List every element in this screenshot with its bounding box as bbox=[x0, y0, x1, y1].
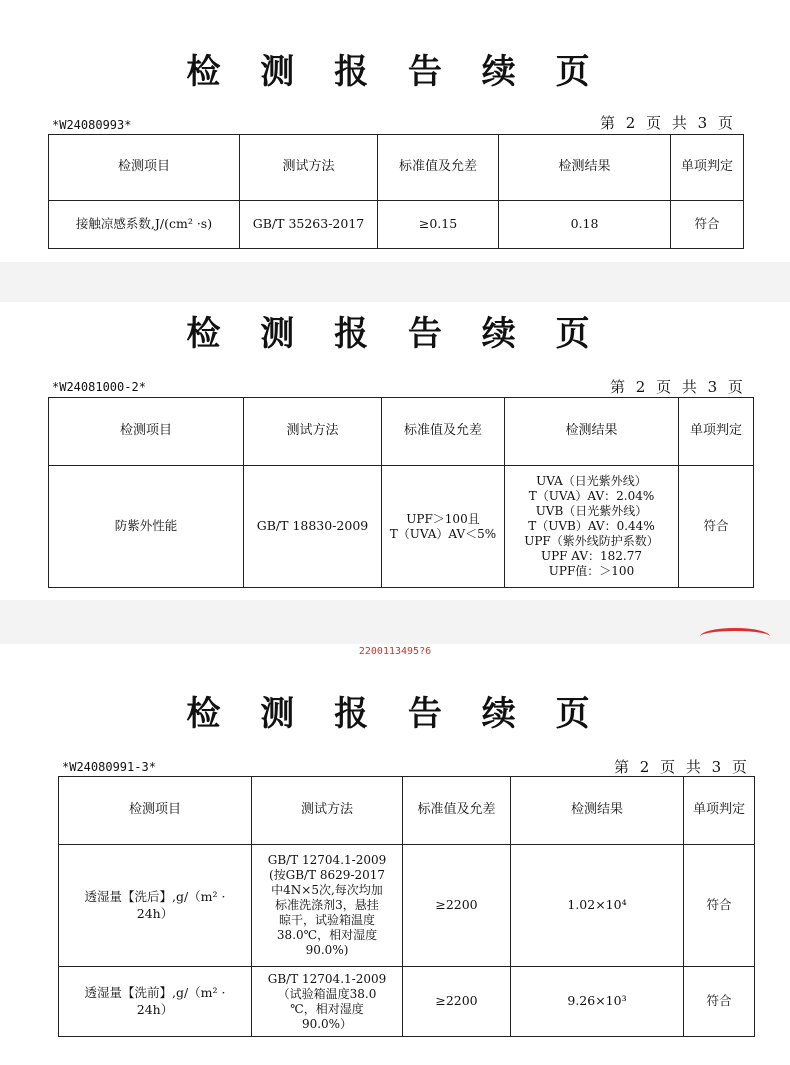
section3-report-no: *W24080991-3* bbox=[62, 760, 156, 774]
result-line: UPF AV：182.77 bbox=[540, 549, 643, 563]
header-judgement: 单项判定 bbox=[671, 135, 744, 201]
header-result: 检测结果 bbox=[511, 777, 684, 845]
header-item: 检测项目 bbox=[49, 398, 244, 466]
header-item: 检测项目 bbox=[49, 135, 240, 201]
result-line: UVB（日光紫外线） bbox=[535, 504, 648, 518]
section1-report-no: *W24080993* bbox=[52, 118, 132, 132]
header-standard: 标准值及允差 bbox=[378, 135, 499, 201]
section3-title: 检 测 报 告 续 页 bbox=[186, 694, 604, 734]
method-line: GB/T 12704.1-2009 bbox=[267, 971, 387, 986]
cell-result: 9.26×10³ bbox=[511, 967, 684, 1037]
item-line: 透湿量【洗后】,g/（m² · bbox=[84, 889, 226, 905]
cell-method bbox=[252, 967, 403, 1037]
method-line: (按GB/T 8629-2017 bbox=[268, 868, 386, 882]
cell-standard: ≥0.15 bbox=[378, 201, 499, 249]
method-line: （试验箱温度38.0 bbox=[277, 986, 377, 1001]
cell-judgement: 符合 bbox=[684, 845, 755, 967]
cell-standard: ≥2200 bbox=[403, 845, 511, 967]
section2-table bbox=[48, 397, 754, 588]
item-line: 透湿量【洗前】,g/（m² · bbox=[84, 985, 226, 1001]
section-separator bbox=[0, 600, 790, 644]
method-line: 中4N×5次,每次均加 bbox=[271, 883, 383, 897]
standard-line: T（UVA）AV＜5% bbox=[389, 526, 497, 541]
header-result: 检测结果 bbox=[505, 398, 679, 466]
item-line: 24h） bbox=[136, 905, 174, 921]
section1-page-info: 第 2 页 共 3 页 bbox=[600, 114, 736, 132]
item-line: 24h） bbox=[136, 1001, 174, 1017]
section1-table bbox=[48, 134, 744, 249]
cell-judgement: 符合 bbox=[679, 466, 754, 588]
header-standard: 标准值及允差 bbox=[382, 398, 505, 466]
cell-item: 接触凉感系数,J/(cm² ·s) bbox=[49, 201, 240, 249]
header-standard: 标准值及允差 bbox=[403, 777, 511, 845]
section3-top-code: 2200113495?6 bbox=[358, 646, 432, 657]
method-line: ℃，相对湿度 bbox=[290, 1001, 364, 1016]
section2-report-no: *W24081000-2* bbox=[52, 380, 146, 394]
result-line: UPF（紫外线防护系数） bbox=[524, 534, 659, 548]
header-method: 测试方法 bbox=[244, 398, 382, 466]
method-line: 晾干，试验箱温度 bbox=[278, 913, 375, 927]
cell-result: 0.18 bbox=[499, 201, 671, 249]
cell-method bbox=[252, 845, 403, 967]
header-result: 检测结果 bbox=[499, 135, 671, 201]
result-line: T（UVA）AV：2.04% bbox=[528, 489, 655, 503]
section3-page-info: 第 2 页 共 3 页 bbox=[614, 758, 750, 776]
section1-title: 检 测 报 告 续 页 bbox=[186, 52, 604, 92]
cell-result: 1.02×10⁴ bbox=[511, 845, 684, 967]
header-item: 检测项目 bbox=[59, 777, 252, 845]
section3-table bbox=[58, 776, 755, 1037]
header-method: 测试方法 bbox=[252, 777, 403, 845]
section2-title: 检 测 报 告 续 页 bbox=[186, 314, 604, 354]
table-row bbox=[49, 201, 744, 249]
method-line: GB/T 12704.1-2009 bbox=[267, 853, 387, 867]
result-line: T（UVB）AV：0.44% bbox=[528, 519, 655, 533]
cell-judgement: 符合 bbox=[671, 201, 744, 249]
stamp-fragment bbox=[700, 628, 770, 645]
method-line: 38.0℃，相对湿度 bbox=[276, 928, 378, 942]
standard-line: UPF＞100且 bbox=[406, 511, 480, 526]
cell-method: GB/T 18830-2009 bbox=[244, 466, 382, 588]
cell-item: 防紫外性能 bbox=[49, 466, 244, 588]
method-line: 标准洗涤剂3，悬挂 bbox=[275, 898, 379, 912]
header-method: 测试方法 bbox=[240, 135, 378, 201]
cell-item bbox=[59, 845, 252, 967]
table-row bbox=[59, 967, 755, 1037]
table-row bbox=[49, 466, 754, 588]
cell-item bbox=[59, 967, 252, 1037]
method-line: 90.0%) bbox=[305, 943, 349, 957]
method-line: 90.0%） bbox=[301, 1016, 353, 1031]
cell-result bbox=[505, 466, 679, 588]
cell-method: GB/T 35263-2017 bbox=[240, 201, 378, 249]
result-line: UVA（日光紫外线） bbox=[536, 474, 647, 488]
section2-page-info: 第 2 页 共 3 页 bbox=[610, 378, 746, 396]
result-line: UPF值：＞100 bbox=[548, 564, 635, 578]
cell-standard: ≥2200 bbox=[403, 967, 511, 1037]
header-judgement: 单项判定 bbox=[679, 398, 754, 466]
section-separator bbox=[0, 262, 790, 302]
table-row bbox=[59, 845, 755, 967]
cell-judgement: 符合 bbox=[684, 967, 755, 1037]
cell-standard bbox=[382, 466, 505, 588]
header-judgement: 单项判定 bbox=[684, 777, 755, 845]
